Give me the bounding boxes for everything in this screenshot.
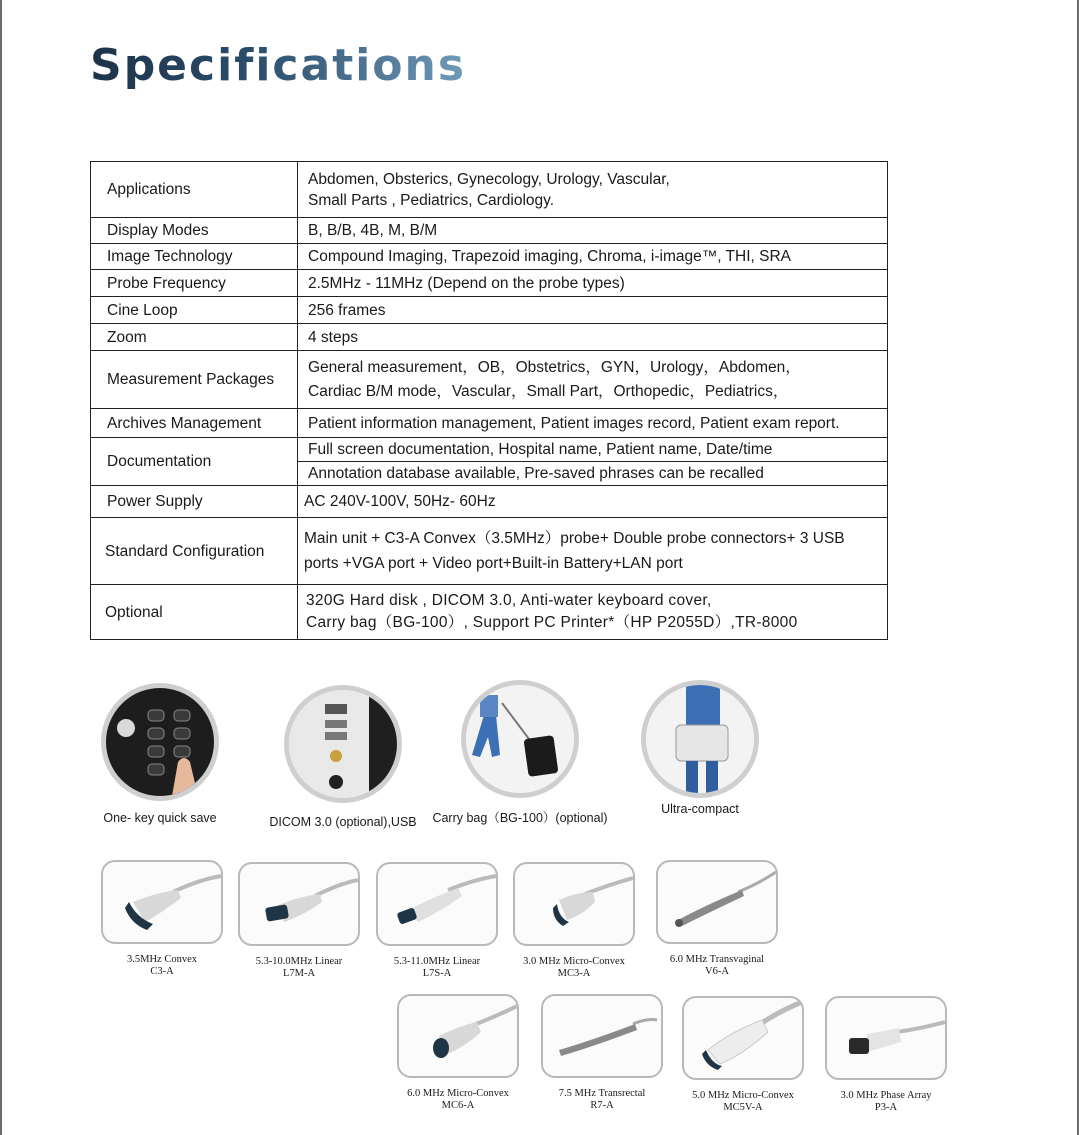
- probe-model-line: V6-A: [705, 966, 729, 977]
- spec-table: [90, 161, 888, 640]
- probe-model-line: MC3-A: [557, 968, 591, 979]
- feature-quick-save: [95, 683, 225, 825]
- probe-spec-line: 5.3-11.0MHz Linear: [393, 956, 481, 967]
- probe-caption: [504, 956, 644, 980]
- spec-value-line: Small Parts , Pediatrics, Cardiology.: [308, 191, 555, 209]
- probe-caption: [647, 954, 787, 978]
- feature-ultra-compact: [630, 680, 770, 816]
- spec-row-standard-configuration: [91, 518, 888, 585]
- probe-model-line: L7M-A: [282, 968, 316, 979]
- spec-value: Patient information management, Patient images record, Patient exam report.: [298, 409, 888, 438]
- spec-label: Standard Configuration: [91, 518, 298, 585]
- micro-convex-probe-icon: [513, 862, 635, 946]
- spec-label: Applications: [91, 162, 298, 218]
- probe-model-line: P3-A: [874, 1102, 898, 1113]
- spec-value-line: Carry bag（BG-100）, Support PC Printer*（HP P2055D）,TR-8000: [306, 614, 798, 631]
- spec-value-line: Annotation database available, Pre-saved phrases can be recalled: [298, 461, 887, 485]
- spec-row-optional: [91, 585, 888, 640]
- feature-caption: DICOM 3.0 (optional),USB: [269, 815, 417, 829]
- spec-label: Display Modes: [91, 218, 298, 244]
- probe-mc5va: [673, 996, 813, 1114]
- spec-row-power-supply: [91, 486, 888, 518]
- feature-caption: Carry bag（BG-100）(optional): [432, 811, 608, 825]
- transvaginal-probe-icon: [656, 860, 778, 944]
- spec-label: Zoom: [91, 324, 298, 351]
- spec-label: Probe Frequency: [91, 270, 298, 297]
- probe-model-line: R7-A: [590, 1100, 614, 1111]
- carry-bag-photo-icon: [461, 680, 579, 798]
- phase-array-probe-icon: [825, 996, 947, 1080]
- spec-row-documentation: [91, 438, 888, 486]
- probe-spec-line: 6.0 MHz Transvaginal: [669, 954, 765, 965]
- probe-l7ma: [229, 862, 369, 980]
- spec-value-line: General measurement，OB，Obstetrics，GYN，Urology，Abdomen，: [308, 358, 801, 376]
- linear-probe-icon: [376, 862, 498, 946]
- probe-mc6a: [388, 994, 528, 1112]
- spec-value: 256 frames: [298, 297, 888, 324]
- probe-l7sa: [367, 862, 507, 980]
- probe-caption: [367, 956, 507, 980]
- probe-caption: [816, 1090, 956, 1114]
- spec-value-line: Main unit + C3-A Convex（3.5MHz）probe+ Double probe connectors+ 3 USB: [304, 530, 845, 547]
- spec-value-line: Full screen documentation, Hospital name, Patient name, Date/time: [308, 441, 773, 458]
- page-border-left: [0, 0, 2, 1135]
- probe-spec-line: 3.0 MHz Micro-Convex: [523, 956, 625, 967]
- probe-caption: [673, 1090, 813, 1114]
- spec-value: Compound Imaging, Trapezoid imaging, Chroma, i-image™, THI, SRA: [298, 244, 888, 270]
- spec-value: [298, 351, 888, 409]
- ports-photo-icon: [284, 685, 402, 803]
- feature-dicom-usb: [268, 685, 418, 829]
- spec-label: Cine Loop: [91, 297, 298, 324]
- spec-row-measurement-packages: [91, 351, 888, 409]
- probe-r7a: [532, 994, 672, 1112]
- spec-row-image-technology: [91, 244, 888, 270]
- spec-row-applications: [91, 162, 888, 218]
- probe-spec-line: 5.0 MHz Micro-Convex: [692, 1090, 794, 1101]
- spec-value: B, B/B, 4B, M, B/M: [298, 218, 888, 244]
- micro-convex-probe-icon: [682, 996, 804, 1080]
- probe-model-line: MC6-A: [441, 1100, 475, 1111]
- probe-model-line: C3-A: [150, 966, 174, 977]
- spec-value-line: Abdomen, Obsterics, Gynecology, Urology, Vascular,: [308, 170, 670, 188]
- spec-label: Image Technology: [91, 244, 298, 270]
- probe-caption: [92, 954, 232, 978]
- spec-value: [298, 162, 888, 218]
- probe-spec-line: 6.0 MHz Micro-Convex: [407, 1088, 509, 1099]
- spec-label: Documentation: [91, 438, 298, 486]
- transrectal-probe-icon: [541, 994, 663, 1078]
- spec-label: Power Supply: [91, 486, 298, 518]
- spec-value-line: ports +VGA port + Video port+Built-in Battery+LAN port: [304, 555, 683, 572]
- probe-caption: [229, 956, 369, 980]
- keypad-photo-icon: [101, 683, 219, 801]
- spec-label: Measurement Packages: [91, 351, 298, 409]
- probe-spec-line: 3.5MHz Convex: [127, 954, 197, 965]
- spec-row-probe-frequency: [91, 270, 888, 297]
- feature-carry-bag: [425, 680, 615, 826]
- spec-row-archives-management: [91, 409, 888, 438]
- probe-spec-line: 5.3-10.0MHz Linear: [255, 956, 343, 967]
- spec-value: [298, 518, 888, 585]
- spec-label: Archives Management: [91, 409, 298, 438]
- spec-value-line: 320G Hard disk , DICOM 3.0, Anti-water keyboard cover,: [306, 592, 712, 609]
- spec-value: [298, 438, 888, 486]
- feature-caption: Ultra-compact: [661, 802, 739, 816]
- spec-value-line: Cardiac B/M mode，Vascular，Small Part，Orthopedic，Pediatrics，: [308, 382, 789, 400]
- page-title: Specifications: [90, 40, 467, 91]
- probe-v6a: [647, 860, 787, 978]
- spec-row-display-modes: [91, 218, 888, 244]
- spec-row-zoom: [91, 324, 888, 351]
- feature-caption: One- key quick save: [103, 811, 217, 825]
- spec-label: Optional: [91, 585, 298, 640]
- spec-value: 4 steps: [298, 324, 888, 351]
- spec-value: AC 240V-100V, 50Hz- 60Hz: [298, 486, 888, 518]
- probe-mc3a: [504, 862, 644, 980]
- probe-p3a: [816, 996, 956, 1114]
- probe-model-line: L7S-A: [422, 968, 452, 979]
- spec-value: 2.5MHz - 11MHz (Depend on the probe types): [298, 270, 888, 297]
- probe-c3a: [92, 860, 232, 978]
- probe-spec-line: 3.0 MHz Phase Array: [840, 1090, 932, 1101]
- convex-probe-icon: [101, 860, 223, 944]
- probe-model-line: MC5V-A: [723, 1102, 763, 1113]
- linear-probe-icon: [238, 862, 360, 946]
- micro-convex-probe-icon: [397, 994, 519, 1078]
- probe-caption: [532, 1088, 672, 1112]
- spec-row-cine-loop: [91, 297, 888, 324]
- probe-spec-line: 7.5 MHz Transrectal: [558, 1088, 646, 1099]
- handheld-unit-photo-icon: [641, 680, 759, 798]
- spec-value: [298, 585, 888, 640]
- probe-caption: [388, 1088, 528, 1112]
